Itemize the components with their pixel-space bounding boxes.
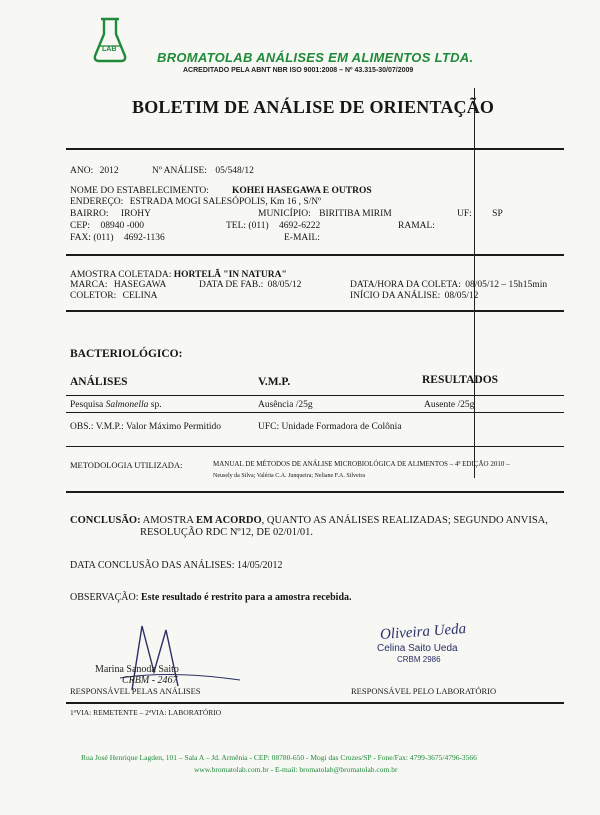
divider-5 (66, 702, 564, 704)
logo-text: LAB (102, 46, 117, 53)
conclusion-after: , QUANTO AS ANÁLISES REALIZADAS; SEGUNDO ANVISA, (261, 515, 548, 526)
accreditation: ACREDITADO PELA ABNT NBR ISO 9001:2008 – Nº 43.315-30/07/2009 (183, 67, 414, 74)
marca-value: HASEGAWA (113, 280, 167, 290)
tel-row (226, 221, 320, 231)
bairro-value: IROHY (120, 209, 152, 219)
estab-value: KOHEI HASEGAWA E OUTROS (232, 186, 372, 196)
ano-value: 2012 (99, 166, 119, 176)
copies-note: 1ªVIA: REMETENTE – 2ªVIA: LABORATÓRIO (70, 708, 222, 717)
left-signature-role: RESPONSÁVEL PELAS ANÁLISES (70, 686, 201, 696)
conclusion-line1 (70, 515, 548, 526)
obs-vmp: OBS.: V.M.P.: Valor Máximo Permitido (70, 422, 221, 432)
analise-suffix: sp. (150, 400, 162, 410)
page-title: BOLETIM DE ANÁLISE DE ORIENTAÇÃO (132, 97, 495, 117)
observacao-label: OBSERVAÇÃO: (70, 592, 139, 603)
header-vmp: V.M.P. (258, 376, 291, 388)
vmp-value: Ausência /25g (258, 400, 313, 410)
amostra-value: HORTELÃ "IN NATURA" (173, 270, 287, 280)
marca-row (70, 280, 166, 290)
fax-label: FAX: (011) (70, 233, 114, 243)
section-title: BACTERIOLÓGICO: (70, 348, 183, 360)
divider-2 (66, 254, 564, 256)
fax-row (70, 233, 165, 243)
coleta-label: DATA/HORA DA COLETA: (350, 280, 461, 290)
divider-3 (66, 310, 564, 312)
date-label: DATA CONCLUSÃO DAS ANÁLISES: (70, 560, 235, 571)
company-logo (92, 16, 128, 64)
footer-address: Rua José Henrique Lagden, 101 – Sala A – Jd. Armênia - CEP: 08780-650 - Mogi das Cruzes/SP - Fone/Fax: 4799-3675/4796-3566 (81, 753, 477, 762)
divider-top (66, 148, 564, 150)
data-fab-value: 08/05/12 (267, 280, 302, 290)
ramal-label: RAMAL: (398, 221, 435, 231)
estab-label: NOME DO ESTABELECIMENTO: (70, 186, 209, 196)
header-analises: ANÁLISES (70, 376, 128, 388)
amostra-label: AMOSTRA COLETADA: (70, 270, 172, 280)
inicio-label: INÍCIO DA ANÁLISE: (350, 291, 441, 301)
municipio-label: MUNICÍPIO: (258, 209, 311, 219)
date-value: 14/05/2012 (237, 560, 283, 571)
cep-row (70, 221, 144, 231)
municipio-value: BIRITIBA MIRIM (319, 209, 392, 219)
observacao-row (70, 592, 352, 603)
footer-web-email: www.bromatolab.com.br - E-mail: bromatolab@bromatolab.com.br (194, 765, 398, 774)
analise-italic: Salmonella (105, 400, 149, 410)
tel-label: TEL: (011) (226, 221, 269, 231)
conclusion-line2: RESOLUÇÃO RDC Nº12, DE 02/01/01. (140, 527, 314, 538)
endereco-value: ESTRADA MOGI SALESÓPOLIS, Km 16 , S/Nº (129, 197, 322, 207)
obs-ufc: UFC: Unidade Formadora de Colônia (258, 422, 402, 432)
municipio-row (258, 209, 392, 219)
tel-value: 4692-6222 (279, 221, 321, 231)
table-row (70, 400, 162, 410)
company-name: BROMATOLAB ANÁLISES EM ALIMENTOS LTDA. (157, 50, 474, 65)
endereco-label: ENDEREÇO: (70, 197, 124, 207)
table-header-line (66, 395, 564, 396)
fax-value: 4692-1136 (123, 233, 165, 243)
conclusion-before: AMOSTRA (142, 515, 194, 526)
right-signature-name: Celina Saito Ueda (377, 643, 458, 654)
data-fab-row (199, 280, 301, 290)
inicio-row (350, 291, 478, 301)
metodologia-label: METODOLOGIA UTILIZADA: (70, 460, 183, 470)
table-row-line (66, 412, 564, 413)
left-signature-name: Marina Sanoda Saito (95, 664, 179, 675)
uf-label: UF: (457, 209, 472, 219)
endereco-row (70, 197, 321, 207)
flask-icon (92, 16, 128, 64)
cep-label: CEP: (70, 221, 91, 231)
bairro-label: BAIRRO: (70, 209, 109, 219)
cep-value: 08940 -000 (100, 221, 144, 231)
coletor-label: COLETOR: (70, 291, 117, 301)
resultado-value: Ausente /25g (424, 400, 475, 410)
conclusion-label: CONCLUSÃO: (70, 515, 141, 526)
date-row (70, 560, 283, 571)
coleta-row (350, 280, 547, 290)
metodologia-line2: Neusely da Silva; Valéria C.A. Junqueira; Neliane F.A. Silveira (213, 473, 366, 479)
obs-line (66, 446, 564, 447)
coleta-value: 08/05/12 – 15h15min (465, 280, 548, 290)
uf-row (457, 209, 503, 219)
bairro-row (70, 209, 151, 219)
divider-4 (66, 491, 564, 493)
num-analise-row (152, 166, 254, 176)
ano-row (70, 166, 119, 176)
observacao-value: Este resultado é restrito para a amostra recebida. (140, 592, 352, 603)
marca-label: MARCA: (70, 280, 108, 290)
num-value: 05/548/12 (215, 166, 254, 176)
right-signature-role: RESPONSÁVEL PELO LABORATÓRIO (351, 686, 497, 696)
coletor-row (70, 291, 157, 301)
left-signature-crbm: CRBM - 2467 (122, 675, 178, 686)
amostra-row (70, 270, 287, 280)
inicio-value: 08/05/12 (444, 291, 479, 301)
uf-value: SP (492, 209, 503, 219)
ano-label: ANO: (70, 166, 94, 176)
conclusion-bold: EM ACORDO (196, 515, 262, 526)
right-signature-handwriting: Oliveira Ueda (379, 621, 467, 643)
header-resultados: RESULTADOS (422, 374, 499, 386)
data-fab-label: DATA DE FAB.: (199, 280, 264, 290)
num-label: Nº ANÁLISE: (152, 166, 207, 176)
email-label: E-MAIL: (284, 233, 320, 243)
right-signature-crbm: CRBM 2986 (397, 655, 441, 664)
analise-prefix: Pesquisa (70, 400, 104, 410)
metodologia-line1: MANUAL DE MÉTODOS DE ANÁLISE MICROBIOLÓGICA DE ALIMENTOS – 4ª EDIÇÃO 2010 – (213, 460, 510, 468)
coletor-value: CELINA (122, 291, 158, 301)
